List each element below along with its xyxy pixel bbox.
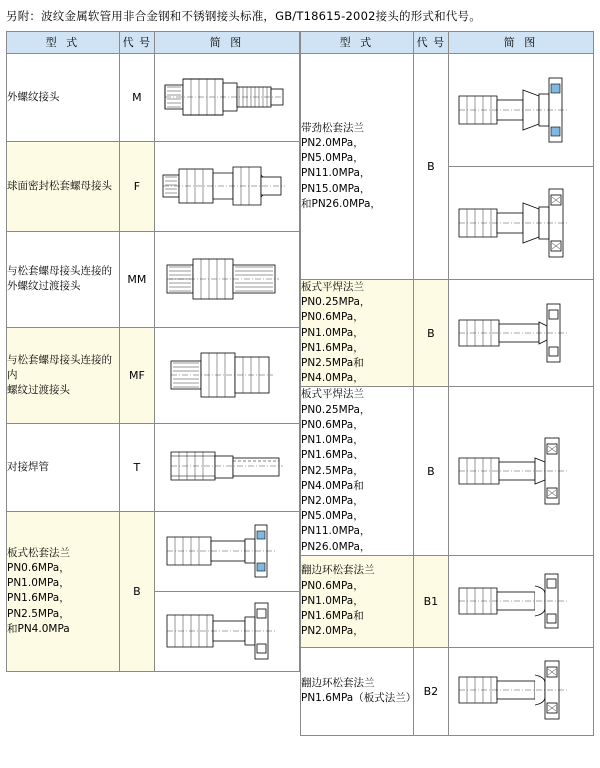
page-title: 另附：波纹金属软管用非合金钢和不锈钢接头标准，GB/T18615-2002接头的形式和代号。 [6,9,481,23]
figure-male-thread-transition-fitting [154,231,299,327]
table-row [301,647,594,735]
right-header-row [301,31,594,53]
right-row-code-1: B [413,279,448,387]
table-row [7,327,300,423]
right-column [300,31,594,736]
figure-ribbed-loose-flange [448,53,593,166]
right-row-name-0: 带劲松套法兰 PN2.0MPa，PN5.0MPa， PN11.0MPa，PN15.0MPa， 和PN26.0MPa， [301,53,414,279]
table-row [301,53,594,166]
row-name-2: 与松套螺母接头连接的 外螺纹过渡接头 [7,231,120,327]
table-row [301,279,594,387]
row-code-2: MM [119,231,154,327]
figure-plate-slip-on-weld-flange [448,279,593,387]
row-code-1: F [119,141,154,231]
left-column [6,31,300,736]
table-row [301,555,594,647]
right-row-name-3: 翻边环松套法兰 PN0.6MPa，PN1.0MPa， PN1.6MPa和PN2.0MPa， [301,555,414,647]
figure-spherical-seal-union-nut-fitting [154,141,299,231]
row-name-3: 与松套螺母接头连接的内 螺纹过渡接头 [7,327,120,423]
figure-male-thread-fitting [154,53,299,141]
right-row-code-0: B [413,53,448,279]
table-row [7,511,300,591]
row-name-4: 对接焊管 [7,423,120,511]
figure-ribbed-loose-flange-2 [448,166,593,279]
row-code-3: MF [119,327,154,423]
left-header-figure: 简 图 [154,31,299,53]
table-row [7,423,300,511]
row-name-1: 球面密封松套螺母接头 [7,141,120,231]
right-row-code-4: B2 [413,647,448,735]
right-header-figure: 简 图 [448,31,593,53]
figure-lap-joint-flange-2 [448,647,593,735]
right-header-code: 代 号 [413,31,448,53]
figure-plate-slip-on-weld-flange-2 [448,387,593,555]
left-header-row [7,31,300,53]
table-row [7,53,300,141]
row-code-0: M [119,53,154,141]
left-table [6,31,300,672]
right-row-code-3: B1 [413,555,448,647]
table-row [7,141,300,231]
right-row-name-2: 板式平焊法兰 PN0.25MPa，PN0.6MPa， PN1.0MPa，PN1.6MPa、 PN2.5MPa，PN4.0MPa和 PN2.0MPa，PN5.0MPa， PN11.0MPa，PN26.0MPa， [301,387,414,555]
figure-butt-weld-pipe [154,423,299,511]
table-row [301,387,594,555]
right-table [300,31,594,736]
table-row [7,231,300,327]
left-header-code: 代 号 [119,31,154,53]
right-row-code-2: B [413,387,448,555]
figure-plate-loose-flange [154,511,299,591]
left-header-type: 型 式 [7,31,120,53]
row-name-5: 板式松套法兰 PN0.6MPa，PN1.0MPa， PN1.6MPa，PN2.5MPa， 和PN4.0MPa [7,511,120,671]
right-row-name-1: 板式平焊法兰 PN0.25MPa，PN0.6MPa， PN1.0MPa，PN1.6MPa， PN2.5MPa和PN4.0MPa， [301,279,414,387]
figure-female-thread-transition-fitting [154,327,299,423]
right-row-name-4: 翻边环松套法兰 PN1.6MPa（板式法兰） [301,647,414,735]
figure-plate-loose-flange-2 [154,591,299,671]
row-name-0: 外螺纹接头 [7,53,120,141]
row-code-5: B [119,511,154,671]
right-header-type: 型 式 [301,31,414,53]
fittings-table [6,31,594,736]
row-code-4: T [119,423,154,511]
figure-lap-joint-flange [448,555,593,647]
